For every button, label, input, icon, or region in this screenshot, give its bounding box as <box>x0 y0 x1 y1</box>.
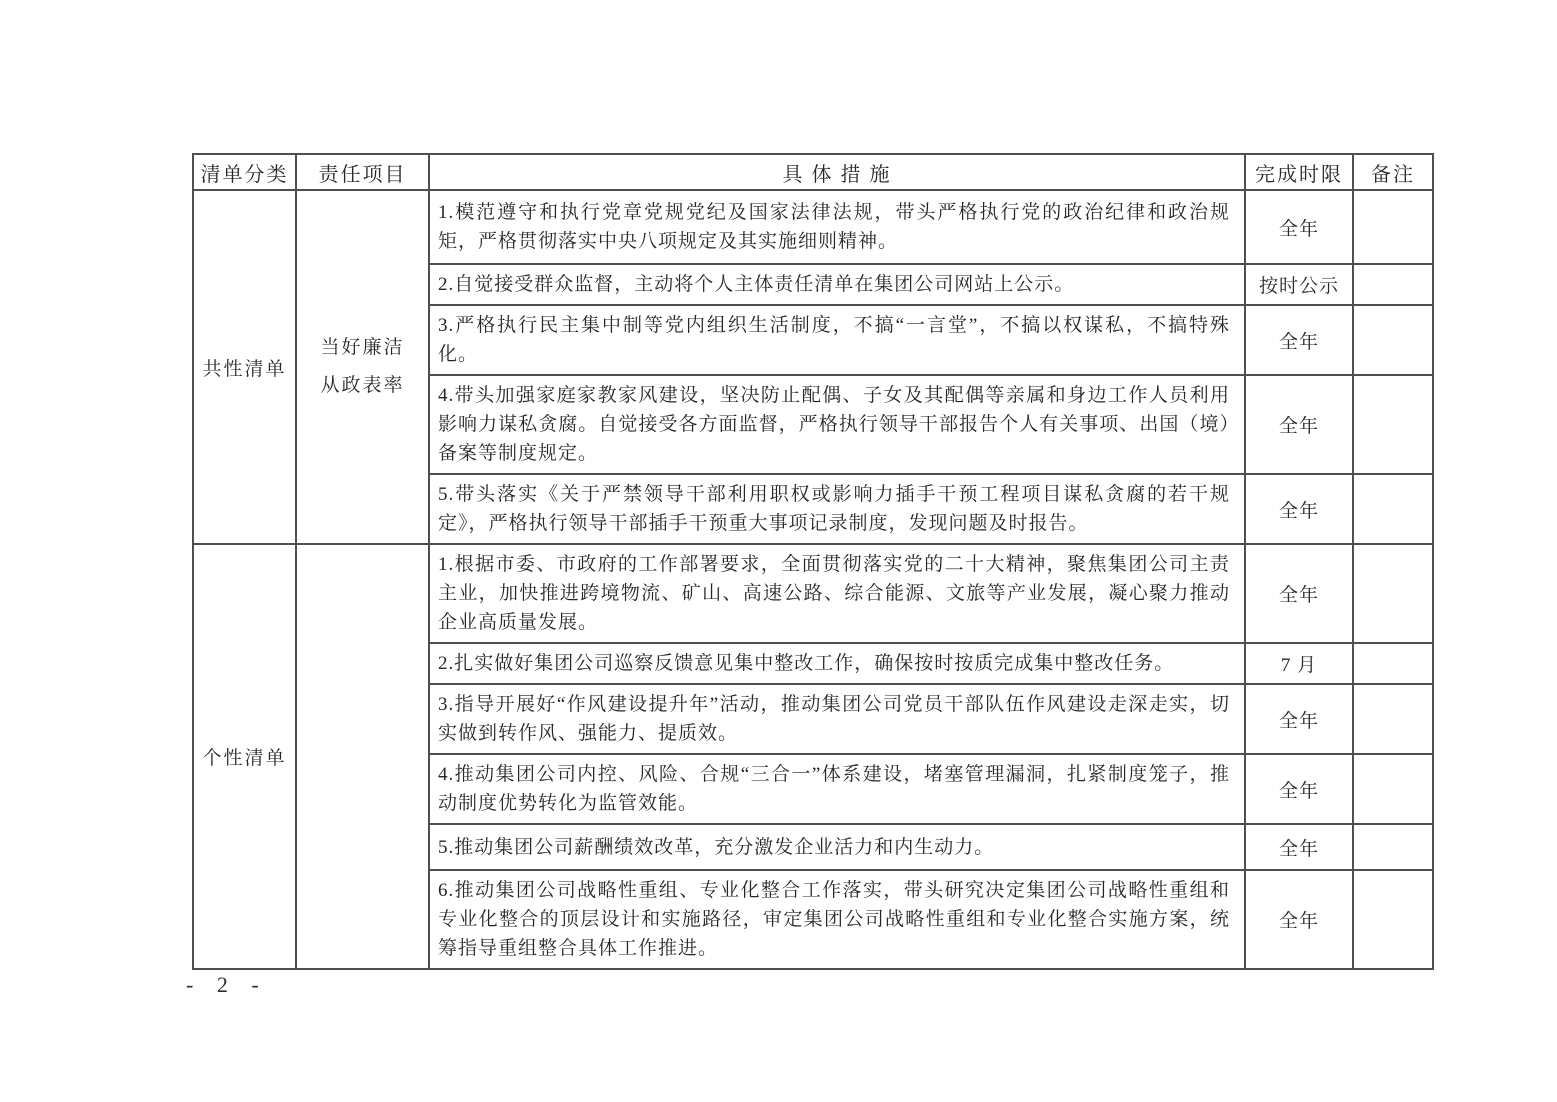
measure-cell: 1.模范遵守和执行党章党规党纪及国家法律法规，带头严格执行党的政治纪律和政治规矩，严格贯彻落实中央八项规定及其实施细则精神。 <box>429 190 1245 264</box>
deadline-cell: 7 月 <box>1245 643 1353 684</box>
measure-cell: 3.指导开展好“作风建设提升年”活动，推动集团公司党员干部队伍作风建设走深走实，切实做到转作风、强能力、提质效。 <box>429 684 1245 754</box>
remark-cell <box>1353 870 1433 969</box>
measure-cell: 5.带头落实《关于严禁领导干部利用职权或影响力插手干预工程项目谋私贪腐的若干规定》，严格执行领导干部插手干预重大事项记录制度，发现问题及时报告。 <box>429 474 1245 544</box>
deadline-cell: 全年 <box>1245 544 1353 643</box>
responsibility-list-table <box>192 153 1434 970</box>
category-cell-common: 共性清单 <box>193 190 296 544</box>
deadline-cell: 全年 <box>1245 870 1353 969</box>
remark-cell <box>1353 474 1433 544</box>
remark-cell <box>1353 643 1433 684</box>
project-cell-individual <box>296 544 429 969</box>
header-measures: 具 体 措 施 <box>429 154 1245 190</box>
deadline-cell: 全年 <box>1245 190 1353 264</box>
measure-cell: 4.推动集团公司内控、风险、合规“三合一”体系建设，堵塞管理漏洞，扎紧制度笼子，推动制度优势转化为监管效能。 <box>429 754 1245 824</box>
category-cell-individual: 个性清单 <box>193 544 296 969</box>
deadline-cell: 全年 <box>1245 305 1353 375</box>
deadline-cell: 全年 <box>1245 474 1353 544</box>
remark-cell <box>1353 264 1433 305</box>
header-category: 清单分类 <box>193 154 296 190</box>
remark-cell <box>1353 190 1433 264</box>
page-number: - 2 - <box>186 972 268 997</box>
deadline-cell: 全年 <box>1245 375 1353 474</box>
measure-cell: 4.带头加强家庭家教家风建设，坚决防止配偶、子女及其配偶等亲属和身边工作人员利用影响力谋私贪腐。自觉接受各方面监督，严格执行领导干部报告个人有关事项、出国（境）备案等制度规定。 <box>429 375 1245 474</box>
measure-cell: 3.严格执行民主集中制等党内组织生活制度，不搞“一言堂”，不搞以权谋私，不搞特殊化。 <box>429 305 1245 375</box>
measure-cell: 2.自觉接受群众监督，主动将个人主体责任清单在集团公司网站上公示。 <box>429 264 1245 305</box>
table-header-row <box>193 154 1433 190</box>
project-text: 当好廉洁从政表率 <box>320 337 405 396</box>
table-row <box>193 544 1433 643</box>
header-deadline: 完成时限 <box>1245 154 1353 190</box>
deadline-cell: 全年 <box>1245 824 1353 870</box>
deadline-cell: 全年 <box>1245 684 1353 754</box>
measure-cell: 6.推动集团公司战略性重组、专业化整合工作落实，带头研究决定集团公司战略性重组和专业化整合的顶层设计和实施路径，审定集团公司战略性重组和专业化整合实施方案，统筹指导重组整合具体工作推进。 <box>429 870 1245 969</box>
remark-cell <box>1353 754 1433 824</box>
remark-cell <box>1353 824 1433 870</box>
header-project: 责任项目 <box>296 154 429 190</box>
deadline-cell: 按时公示 <box>1245 264 1353 305</box>
deadline-cell: 全年 <box>1245 754 1353 824</box>
remark-cell <box>1353 684 1433 754</box>
header-remark: 备注 <box>1353 154 1433 190</box>
project-cell-common <box>296 190 429 544</box>
measure-cell: 1.根据市委、市政府的工作部署要求，全面贯彻落实党的二十大精神，聚焦集团公司主责主业，加快推进跨境物流、矿山、高速公路、综合能源、文旅等产业发展，凝心聚力推动企业高质量发展。 <box>429 544 1245 643</box>
measure-cell: 5.推动集团公司薪酬绩效改革，充分激发企业活力和内生动力。 <box>429 824 1245 870</box>
remark-cell <box>1353 544 1433 643</box>
remark-cell <box>1353 305 1433 375</box>
remark-cell <box>1353 375 1433 474</box>
measure-cell: 2.扎实做好集团公司巡察反馈意见集中整改工作，确保按时按质完成集中整改任务。 <box>429 643 1245 684</box>
table-row <box>193 190 1433 264</box>
